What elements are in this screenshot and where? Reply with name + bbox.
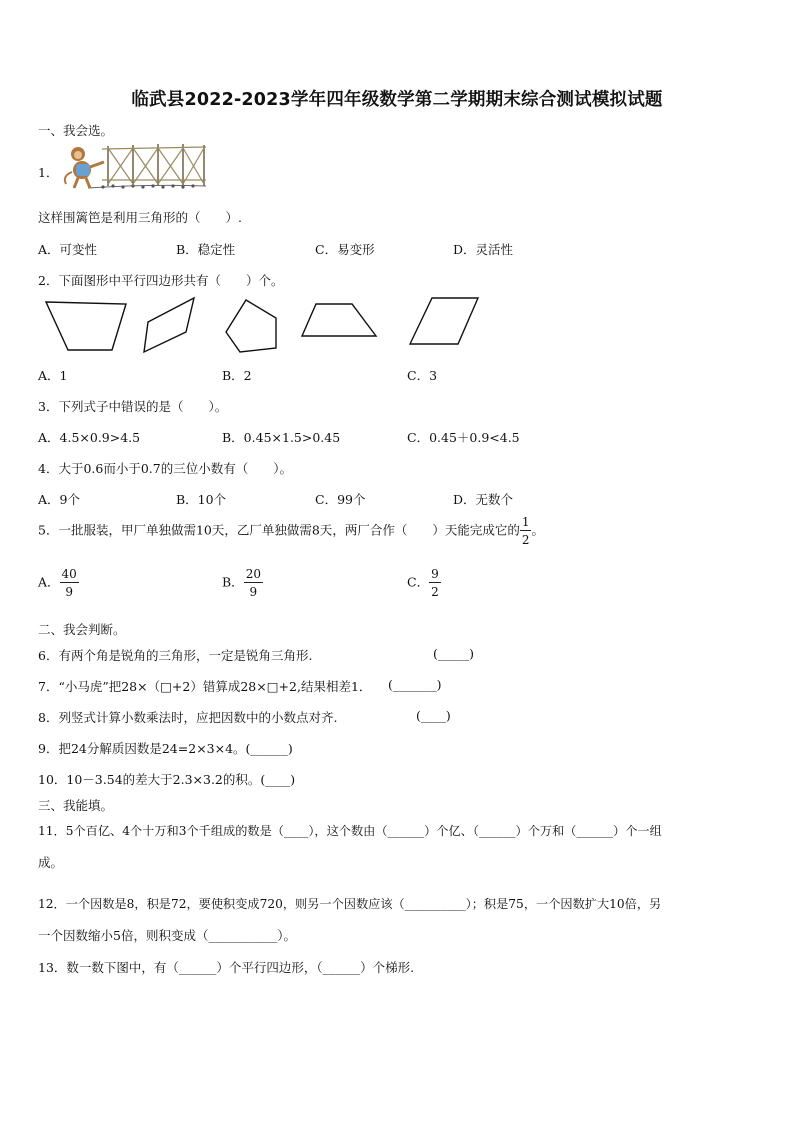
monkey-fence-illustration	[58, 140, 208, 199]
q6-text: 6．有两个角是锐角的三角形，一定是锐角三角形.	[38, 648, 313, 663]
q8-blank[interactable]: (____)	[416, 708, 451, 723]
q4-text: 4．大于0.6而小于0.7的三位小数有（ ）。	[38, 461, 292, 476]
shape-pentagon	[226, 300, 276, 352]
q5-end: 。	[531, 522, 544, 538]
q3-text: 3．下列式子中错误的是（ ）。	[38, 399, 228, 414]
shape-quadrilateral	[46, 302, 126, 350]
q7-text: 7．“小马虎”把28×（□+2）错算成28×□+2,结果相差1．	[38, 679, 372, 694]
q4-option-b[interactable]: B．10个	[176, 492, 227, 507]
q5-option-b-frac	[244, 568, 263, 598]
q3-option-b[interactable]: B．0.45×1.5>0.45	[222, 430, 341, 445]
q2-shapes-figure	[40, 294, 500, 361]
q5-option-b[interactable]	[222, 568, 263, 598]
q2-option-a[interactable]: A．1	[38, 368, 68, 383]
page-title: 临武县2022-2023学年四年级数学第二学期期末综合测试模拟试题	[131, 90, 663, 110]
shape-parallelogram-2	[410, 298, 478, 344]
q7-blank[interactable]: (_______)	[388, 677, 442, 692]
q5-option-b-num: 20	[245, 567, 261, 581]
shape-trapezoid	[302, 304, 376, 336]
q5-option-c-frac	[429, 568, 441, 598]
section-heading-judge: 二、我会判断。	[38, 622, 126, 637]
q2-option-b[interactable]: B．2	[222, 368, 252, 383]
q5-option-c[interactable]	[407, 568, 441, 598]
q8-text: 8．列竖式计算小数乘法时，应把因数中的小数点对齐.	[38, 710, 338, 725]
q12-line2: 一个因数缩小5倍，则积变成（___________）。	[38, 928, 296, 943]
q10-text: 10．10－3.54的差大于2.3×3.2的积。(____)	[38, 772, 296, 787]
q13-text: 13．数一数下图中，有（______）个平行四边形，（______）个梯形.	[38, 960, 415, 975]
q1-option-d[interactable]: D．灵活性	[453, 242, 514, 257]
q1-text: 这样围篱笆是利用三角形的（ ）.	[38, 210, 242, 225]
q4-option-c[interactable]: C．99个	[315, 492, 366, 507]
q11-line1: 11．5个百亿、4个十万和3个千组成的数是（____），这个数由（______）个亿、（______）个万和（______）个一组	[38, 824, 662, 838]
q1-number: 1．	[38, 165, 59, 180]
q5-option-a[interactable]	[38, 568, 79, 598]
q2-text: 2．下面图形中平行四边形共有（ ）个。	[38, 273, 284, 288]
q12-line1: 12．一个因数是8，积是72，要使积变成720，则另一个因数应该（__________）；积是75，一个因数扩大10倍，另	[38, 897, 662, 911]
q5-option-c-label: C．	[407, 574, 430, 590]
q5-fraction-num: 1	[521, 515, 530, 529]
q1-option-b[interactable]: B．稳定性	[176, 242, 236, 257]
q4-option-a[interactable]: A．9个	[38, 492, 80, 507]
q5-option-a-num: 40	[61, 567, 77, 581]
q5-line	[38, 516, 544, 546]
q4-option-d[interactable]: D．无数个	[453, 492, 514, 507]
q5-option-a-den: 9	[65, 585, 73, 599]
q5-option-b-den: 9	[249, 585, 258, 599]
q5-option-b-label: B．	[222, 574, 244, 590]
q5-option-c-num: 9	[431, 567, 439, 581]
q5-text: 5．一批服装，甲厂单独做需10天，乙厂单独做需8天，两厂合作（ ）天能完成它的	[38, 522, 520, 538]
q3-option-c[interactable]: C．0.45＋0.9<4.5	[407, 430, 520, 445]
q5-fraction-den: 2	[521, 533, 530, 547]
q1-option-c[interactable]: C．易变形	[315, 242, 375, 257]
q5-option-a-frac	[60, 568, 79, 598]
q11-line2: 成。	[38, 855, 64, 870]
section-heading-fill: 三、我能填。	[38, 798, 114, 813]
q5-option-a-label: A．	[38, 574, 60, 590]
q6-blank[interactable]: (_____)	[433, 646, 475, 661]
q3-option-a[interactable]: A．4.5×0.9>4.5	[38, 430, 141, 445]
section-heading-choice: 一、我会选。	[38, 123, 114, 138]
q2-option-c[interactable]: C．3	[407, 368, 438, 383]
q5-fraction	[520, 516, 532, 546]
shape-parallelogram-1	[144, 298, 194, 352]
q5-option-c-den: 2	[431, 585, 439, 599]
q1-option-a[interactable]: A．可变性	[38, 242, 98, 257]
q9-text: 9．把24分解质因数是24=2×3×4。(______)	[38, 741, 293, 756]
